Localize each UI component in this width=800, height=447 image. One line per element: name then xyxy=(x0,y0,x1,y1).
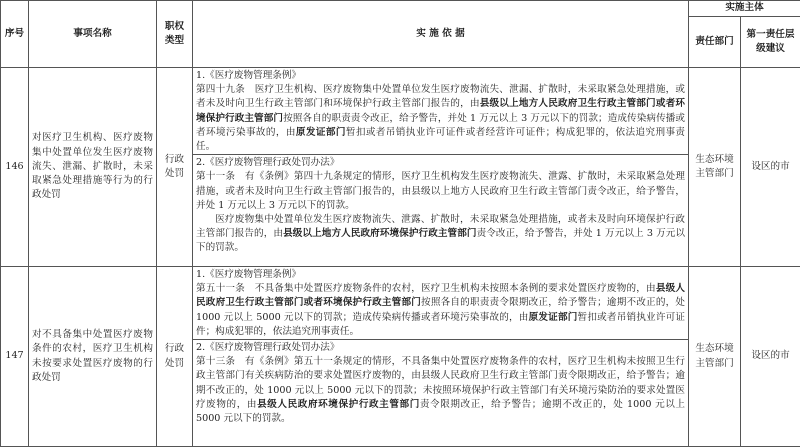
row-type: 行政处罚 xyxy=(157,267,193,447)
header-seq: 序号 xyxy=(1,1,29,68)
header-level: 第一责任层级建议 xyxy=(741,17,800,68)
row-type: 行政处罚 xyxy=(157,68,193,267)
row-dept: 生态环境主管部门 xyxy=(689,68,741,267)
header-dept: 责任部门 xyxy=(689,17,741,68)
row-basis xyxy=(193,68,689,267)
basis-title: 1.《医疗废物管理条例》 xyxy=(196,69,685,83)
basis-separator xyxy=(193,339,688,426)
header-impl: 实施主体 xyxy=(689,1,800,17)
table-row xyxy=(1,267,800,447)
basis-paragraph: 第十一条 有《条例》第四十九条规定的情形，医疗卫生机构发生医疗废物流失、泄露、扩散时，未采取紧急处理措施，或者未及时向卫生行政主管部门报告的，由县级以上地方人民政府卫生行政主管部门责令改正，给予警告，并处 1 万元以上 3 万元以下的罚款。 xyxy=(196,170,685,213)
row-dept: 生态环境主管部门 xyxy=(689,267,741,447)
row-name: 对医疗卫生机构、医疗废物集中处置单位发生医疗废物流失、泄漏、扩散时，未采取紧急处理措施等行为的行政处罚 xyxy=(29,68,157,267)
basis-paragraph: 第五十一条 不具备集中处置医疗废物条件的农村，医疗卫生机构未按照本条例的要求处置医疗废物的，由县级人民政府卫生行政主管部门或者环境保护行政主管部门按照各自的职责责令限期改正，给予警告；逾期不改正的，处 1000 元以上 5000 元以下的罚款；造成传染病传播或者环境污染事故的，由原发证部门暂扣或者吊销执业许可证件；构成犯罪的，依法追究刑事责任。 xyxy=(196,282,685,339)
basis-title: 2.《医疗废物管理行政处罚办法》 xyxy=(196,156,685,170)
basis-separator xyxy=(193,154,688,255)
header-name: 事项名称 xyxy=(29,1,157,68)
header-type: 职权类型 xyxy=(157,1,193,68)
row-level: 设区的市 xyxy=(741,267,800,447)
basis-paragraph: 医疗废物集中处置单位发生医疗废物流失、泄露、扩散时，未采取紧急处理措施，或者未及时向环境保护行政主管部门报告的，由县级以上地方人民政府环境保护行政主管部门责令改正，给予警告，并处 1 万元以上 3 万元以下的罚款。 xyxy=(196,213,685,256)
basis-paragraph: 第十三条 有《条例》第五十一条规定的情形，不具备集中处置医疗废物条件的农村，医疗卫生机构未按照卫生行政主管部门有关疾病防治的要求处置医疗废物的，由县级人民政府卫生行政主管部门责令限期改正，给予警告；逾期不改正的，处 1000 元以上 5000 元以下的罚款；未按照环境保护行政主管部门有关环境污染防治的要求处置医疗废物的，由县级人民政府环境保护行政主管部门责令限期改正，给予警告；逾期不改正的，处 1000 元以上 5000 元以下的罚款。 xyxy=(196,355,685,426)
basis-title: 2.《医疗废物管理行政处罚办法》 xyxy=(196,341,685,355)
row-seq: 146 xyxy=(1,68,29,267)
row-basis xyxy=(193,267,689,447)
row-level: 设区的市 xyxy=(741,68,800,267)
row-name: 对不具备集中处置医疗废物条件的农村，医疗卫生机构未按要求处置医疗废物的行政处罚 xyxy=(29,267,157,447)
table-row xyxy=(1,68,800,267)
basis-paragraph: 第四十九条 医疗卫生机构、医疗废物集中处置单位发生医疗废物流失、泄漏、扩散时，未采取紧急处理措施，或者未及时向卫生行政主管部门和环境保护行政主管部门报告的，由县级以上地方人民政府卫生行政主管部门或者环境保护行政主管部门按照各自的职责责令改正，给予警告，并处 1 万元以上 3 万元以下的罚款；造成传染病传播或者环境污染事故的，由原发证部门暂扣或者吊销执业许可证件或者经营许可证件；构成犯罪的，依法追究刑事责任。 xyxy=(196,83,685,154)
row-seq: 147 xyxy=(1,267,29,447)
header-basis: 实 施 依 据 xyxy=(193,1,689,68)
basis-title: 1.《医疗废物管理条例》 xyxy=(196,268,685,282)
